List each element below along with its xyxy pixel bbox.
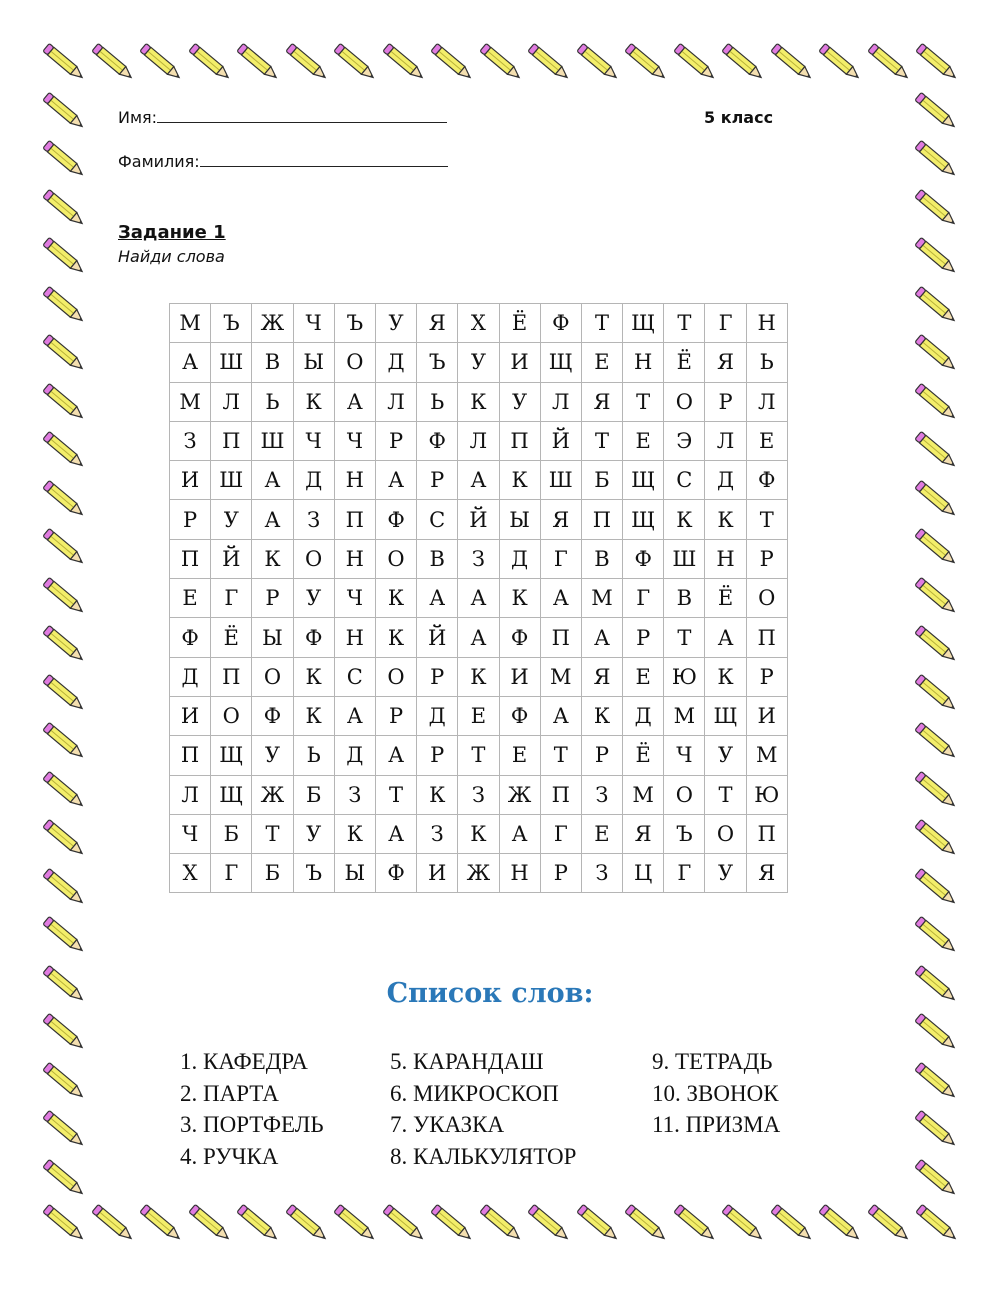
grid-cell[interactable]: Г <box>211 854 252 893</box>
grid-cell[interactable]: Ч <box>170 814 211 853</box>
grid-cell[interactable]: К <box>293 382 334 421</box>
grade-label: 5 класс <box>704 108 774 127</box>
grid-cell[interactable]: Ф <box>499 618 540 657</box>
grid-cell[interactable]: Ё <box>499 304 540 343</box>
grid-cell[interactable]: У <box>293 814 334 853</box>
grid-cell[interactable]: Ъ <box>664 814 705 853</box>
grid-row <box>170 696 788 735</box>
grid-cell[interactable]: З <box>293 500 334 539</box>
word-list-item: 1. КАФЕДРА <box>180 1049 308 1074</box>
grid-cell[interactable]: П <box>746 618 787 657</box>
grid-cell[interactable]: П <box>170 539 211 578</box>
grid-cell[interactable]: Н <box>499 854 540 893</box>
grid-cell[interactable]: Ф <box>746 461 787 500</box>
grid-cell[interactable]: Ь <box>746 343 787 382</box>
grid-cell[interactable]: П <box>540 775 581 814</box>
grid-cell[interactable]: О <box>293 539 334 578</box>
grid-cell[interactable]: У <box>211 500 252 539</box>
grid-cell[interactable]: Й <box>417 618 458 657</box>
grid-cell[interactable]: Ё <box>705 579 746 618</box>
grid-cell[interactable]: Т <box>375 775 416 814</box>
grid-cell[interactable]: О <box>705 814 746 853</box>
grid-cell[interactable]: И <box>499 657 540 696</box>
grid-cell[interactable]: М <box>170 382 211 421</box>
grid-cell[interactable]: Л <box>540 382 581 421</box>
grid-cell[interactable]: Щ <box>705 696 746 735</box>
grid-cell[interactable]: П <box>746 814 787 853</box>
grid-cell[interactable]: У <box>705 854 746 893</box>
grid-cell[interactable]: О <box>664 382 705 421</box>
surname-field[interactable] <box>118 152 448 171</box>
grid-row <box>170 775 788 814</box>
word-list-item: 2. ПАРТА <box>180 1080 279 1106</box>
word-search-grid[interactable] <box>169 303 788 893</box>
grid-cell[interactable]: Ш <box>252 421 293 460</box>
grid-cell[interactable]: К <box>458 657 499 696</box>
task-subtitle: Найди слова <box>118 247 225 266</box>
grid-cell[interactable]: К <box>499 579 540 618</box>
grid-cell[interactable]: Н <box>623 343 664 382</box>
surname-input-line[interactable] <box>200 152 448 167</box>
grid-cell[interactable]: Ж <box>252 775 293 814</box>
grid-cell[interactable]: Ы <box>334 854 375 893</box>
grid-cell[interactable]: С <box>334 657 375 696</box>
grid-cell[interactable]: Ъ <box>417 343 458 382</box>
grid-cell[interactable]: Ё <box>664 343 705 382</box>
grid-cell[interactable]: Л <box>458 421 499 460</box>
grid-cell[interactable]: Т <box>664 304 705 343</box>
grid-cell[interactable]: Ф <box>375 500 416 539</box>
grid-cell[interactable]: Ц <box>623 854 664 893</box>
grid-cell[interactable]: Н <box>705 539 746 578</box>
grid-cell[interactable]: З <box>417 814 458 853</box>
grid-cell[interactable]: Ч <box>334 579 375 618</box>
grid-cell[interactable]: О <box>334 343 375 382</box>
grid-cell[interactable]: Ш <box>211 461 252 500</box>
grid-cell[interactable]: Р <box>746 657 787 696</box>
grid-cell[interactable]: Ы <box>252 618 293 657</box>
grid-cell[interactable]: Р <box>375 421 416 460</box>
grid-cell[interactable]: Х <box>458 304 499 343</box>
grid-cell[interactable]: Е <box>499 736 540 775</box>
grid-row <box>170 461 788 500</box>
grid-row <box>170 854 788 893</box>
grid-cell[interactable]: Ь <box>417 382 458 421</box>
grid-cell[interactable]: Д <box>705 461 746 500</box>
grid-cell[interactable]: А <box>458 461 499 500</box>
grid-cell[interactable]: Ы <box>293 343 334 382</box>
grid-cell[interactable]: В <box>417 539 458 578</box>
grid-cell[interactable]: Й <box>458 500 499 539</box>
grid-cell[interactable]: Я <box>746 854 787 893</box>
grid-cell[interactable]: З <box>170 421 211 460</box>
grid-cell[interactable]: Я <box>581 382 622 421</box>
grid-cell[interactable]: Щ <box>623 461 664 500</box>
grid-cell[interactable]: П <box>540 618 581 657</box>
grid-cell[interactable]: Г <box>705 304 746 343</box>
grid-cell[interactable]: З <box>581 854 622 893</box>
word-list-column-2 <box>390 1046 576 1173</box>
grid-cell[interactable]: Д <box>623 696 664 735</box>
name-input-line[interactable] <box>157 108 447 123</box>
grid-cell[interactable]: К <box>334 814 375 853</box>
grid-cell[interactable]: Р <box>417 657 458 696</box>
grid-cell[interactable]: П <box>211 421 252 460</box>
grid-cell[interactable]: У <box>293 579 334 618</box>
grid-cell[interactable]: П <box>170 736 211 775</box>
grid-cell[interactable]: О <box>211 696 252 735</box>
grid-cell[interactable]: Щ <box>623 500 664 539</box>
grid-cell[interactable]: К <box>375 618 416 657</box>
grid-cell[interactable]: К <box>458 814 499 853</box>
word-list-item: 3. ПОРТФЕЛЬ <box>180 1112 324 1138</box>
grid-cell[interactable]: Ф <box>252 696 293 735</box>
grid-cell[interactable]: Р <box>705 382 746 421</box>
grid-cell[interactable]: К <box>499 461 540 500</box>
grid-cell[interactable]: Д <box>293 461 334 500</box>
grid-cell[interactable]: К <box>417 775 458 814</box>
grid-cell[interactable]: У <box>458 343 499 382</box>
grid-cell[interactable]: А <box>499 814 540 853</box>
word-list-column-3 <box>652 1046 780 1141</box>
grid-cell[interactable]: Г <box>623 579 664 618</box>
grid-cell[interactable]: К <box>705 657 746 696</box>
grid-cell[interactable]: А <box>417 579 458 618</box>
grid-cell[interactable]: Т <box>458 736 499 775</box>
grid-cell[interactable]: К <box>581 696 622 735</box>
word-list-item: 9. ТЕТРАДЬ <box>652 1049 773 1074</box>
grid-cell[interactable]: Г <box>664 854 705 893</box>
grid-cell[interactable]: В <box>664 579 705 618</box>
grid-cell[interactable]: В <box>252 343 293 382</box>
grid-cell[interactable]: Р <box>623 618 664 657</box>
grid-cell[interactable]: А <box>540 579 581 618</box>
grid-cell[interactable]: А <box>540 696 581 735</box>
grid-cell[interactable]: О <box>664 775 705 814</box>
grid-cell[interactable]: К <box>293 696 334 735</box>
grid-cell[interactable]: Б <box>293 775 334 814</box>
grid-cell[interactable]: У <box>375 304 416 343</box>
grid-cell[interactable]: Ъ <box>293 854 334 893</box>
grid-cell[interactable]: К <box>664 500 705 539</box>
grid-cell[interactable]: Ж <box>499 775 540 814</box>
grid-cell[interactable]: В <box>581 539 622 578</box>
word-list-item: 11. ПРИЗМА <box>652 1112 781 1138</box>
grid-cell[interactable]: С <box>417 500 458 539</box>
grid-cell[interactable]: У <box>499 382 540 421</box>
grid-cell[interactable]: Е <box>458 696 499 735</box>
grid-cell[interactable]: Т <box>664 618 705 657</box>
grid-cell[interactable]: И <box>417 854 458 893</box>
grid-cell[interactable]: Р <box>170 500 211 539</box>
task-title: Задание 1 <box>118 222 226 243</box>
grid-cell[interactable]: Ё <box>623 736 664 775</box>
grid-cell[interactable]: Й <box>540 421 581 460</box>
grid-cell[interactable]: Л <box>705 421 746 460</box>
grid-cell[interactable]: Л <box>746 382 787 421</box>
word-list-item: 7. УКАЗКА <box>390 1112 505 1138</box>
grid-row <box>170 382 788 421</box>
grid-cell[interactable]: Щ <box>211 736 252 775</box>
grid-cell[interactable]: И <box>170 461 211 500</box>
grid-cell[interactable]: Я <box>540 500 581 539</box>
grid-row <box>170 814 788 853</box>
grid-cell[interactable]: О <box>746 579 787 618</box>
grid-cell[interactable]: Ш <box>664 539 705 578</box>
word-list-title: Список слов: <box>386 978 594 1009</box>
grid-cell[interactable]: Ы <box>499 500 540 539</box>
grid-cell[interactable]: Ш <box>540 461 581 500</box>
grid-cell[interactable]: Д <box>375 343 416 382</box>
grid-cell[interactable]: О <box>252 657 293 696</box>
grid-cell[interactable]: И <box>746 696 787 735</box>
grid-cell[interactable]: А <box>252 500 293 539</box>
surname-label: Фамилия: <box>118 152 200 171</box>
grid-cell[interactable]: М <box>664 696 705 735</box>
grid-cell[interactable]: З <box>458 775 499 814</box>
grid-cell[interactable]: Ъ <box>334 304 375 343</box>
grid-cell[interactable]: Б <box>211 814 252 853</box>
grid-cell[interactable]: Я <box>705 343 746 382</box>
grid-cell[interactable]: Ж <box>252 304 293 343</box>
grid-cell[interactable]: Я <box>581 657 622 696</box>
grid-cell[interactable]: Р <box>581 736 622 775</box>
grid-cell[interactable]: Е <box>623 421 664 460</box>
grid-cell[interactable]: Е <box>746 421 787 460</box>
grid-row <box>170 304 788 343</box>
grid-row <box>170 343 788 382</box>
grid-cell[interactable]: А <box>334 696 375 735</box>
grid-row <box>170 579 788 618</box>
grid-cell[interactable]: Е <box>623 657 664 696</box>
grid-cell[interactable]: Н <box>334 539 375 578</box>
grid-cell[interactable]: Ю <box>746 775 787 814</box>
grid-cell[interactable]: П <box>211 657 252 696</box>
grid-cell[interactable]: Ч <box>293 421 334 460</box>
grid-cell[interactable]: Р <box>252 579 293 618</box>
grid-cell[interactable]: Ч <box>334 421 375 460</box>
word-list-column-1 <box>180 1046 324 1173</box>
grid-cell[interactable]: Р <box>375 696 416 735</box>
grid-cell[interactable]: М <box>581 579 622 618</box>
grid-cell[interactable]: Р <box>540 854 581 893</box>
grid-cell[interactable]: К <box>293 657 334 696</box>
grid-cell[interactable]: Н <box>334 461 375 500</box>
grid-cell[interactable]: П <box>581 500 622 539</box>
grid-cell[interactable]: Д <box>170 657 211 696</box>
grid-cell[interactable]: З <box>458 539 499 578</box>
grid-cell[interactable]: Д <box>499 539 540 578</box>
grid-cell[interactable]: А <box>334 382 375 421</box>
grid-cell[interactable]: Р <box>417 461 458 500</box>
grid-cell[interactable]: Д <box>334 736 375 775</box>
grid-cell[interactable]: Ф <box>375 854 416 893</box>
grid-cell[interactable]: Ч <box>293 304 334 343</box>
grid-cell[interactable]: Ж <box>458 854 499 893</box>
grid-cell[interactable]: А <box>458 579 499 618</box>
grid-cell[interactable]: Т <box>540 736 581 775</box>
grid-cell[interactable]: И <box>170 696 211 735</box>
grid-cell[interactable]: Й <box>211 539 252 578</box>
grid-cell[interactable]: М <box>746 736 787 775</box>
grid-cell[interactable]: Г <box>540 814 581 853</box>
grid-cell[interactable]: Е <box>170 579 211 618</box>
grid-cell[interactable]: А <box>705 618 746 657</box>
grid-cell[interactable]: Т <box>705 775 746 814</box>
grid-cell[interactable]: Щ <box>540 343 581 382</box>
grid-cell[interactable]: Л <box>211 382 252 421</box>
grid-cell[interactable]: З <box>334 775 375 814</box>
grid-cell[interactable]: Р <box>417 736 458 775</box>
grid-cell[interactable]: Я <box>417 304 458 343</box>
grid-cell[interactable]: А <box>581 618 622 657</box>
grid-cell[interactable]: Л <box>170 775 211 814</box>
grid-cell[interactable]: Т <box>581 421 622 460</box>
grid-cell[interactable]: К <box>375 579 416 618</box>
grid-cell[interactable]: Х <box>170 854 211 893</box>
grid-cell[interactable]: Г <box>540 539 581 578</box>
grid-cell[interactable]: Ф <box>540 304 581 343</box>
grid-cell[interactable]: Я <box>623 814 664 853</box>
word-list-item: 8. КАЛЬКУЛЯТОР <box>390 1144 577 1170</box>
grid-cell[interactable]: М <box>623 775 664 814</box>
grid-cell[interactable]: А <box>375 814 416 853</box>
grid-cell[interactable]: Т <box>623 382 664 421</box>
grid-cell[interactable]: Ч <box>664 736 705 775</box>
grid-cell[interactable]: Т <box>746 500 787 539</box>
grid-cell[interactable]: Ф <box>170 618 211 657</box>
grid-cell[interactable]: У <box>252 736 293 775</box>
name-field[interactable] <box>118 108 447 127</box>
word-list-item: 10. ЗВОНОК <box>652 1080 779 1106</box>
grid-row <box>170 500 788 539</box>
grid-row <box>170 539 788 578</box>
grid-cell[interactable]: Щ <box>211 775 252 814</box>
grid-cell[interactable]: Н <box>746 304 787 343</box>
grid-cell[interactable]: И <box>499 343 540 382</box>
grid-cell[interactable]: Е <box>581 343 622 382</box>
grid-cell[interactable]: О <box>375 539 416 578</box>
grid-cell[interactable]: Е <box>581 814 622 853</box>
grid-cell[interactable]: К <box>252 539 293 578</box>
grid-cell[interactable]: А <box>458 618 499 657</box>
grid-cell[interactable]: У <box>705 736 746 775</box>
grid-cell[interactable]: Ф <box>499 696 540 735</box>
grid-cell[interactable]: Ш <box>211 343 252 382</box>
grid-cell[interactable]: Л <box>375 382 416 421</box>
grid-row <box>170 618 788 657</box>
grid-cell[interactable]: Т <box>581 304 622 343</box>
grid-cell[interactable]: Р <box>746 539 787 578</box>
word-list-item: 4. РУЧКА <box>180 1144 279 1170</box>
grid-cell[interactable]: Б <box>581 461 622 500</box>
grid-cell[interactable]: А <box>170 343 211 382</box>
grid-row <box>170 736 788 775</box>
grid-cell[interactable]: О <box>375 657 416 696</box>
word-list-item: 5. КАРАНДАШ <box>390 1049 544 1074</box>
grid-cell[interactable]: А <box>375 736 416 775</box>
grid-cell[interactable]: Щ <box>623 304 664 343</box>
grid-cell[interactable]: П <box>499 421 540 460</box>
grid-cell[interactable]: Э <box>664 421 705 460</box>
grid-cell[interactable]: Г <box>211 579 252 618</box>
grid-row <box>170 657 788 696</box>
grid-cell[interactable]: Ь <box>293 736 334 775</box>
name-label: Имя: <box>118 108 158 127</box>
grid-cell[interactable]: Ъ <box>211 304 252 343</box>
grid-cell[interactable]: Б <box>252 854 293 893</box>
grid-cell[interactable]: С <box>664 461 705 500</box>
word-list-item: 6. МИКРОСКОП <box>390 1080 559 1106</box>
grid-cell[interactable]: К <box>458 382 499 421</box>
grid-cell[interactable]: Ь <box>252 382 293 421</box>
grid-row <box>170 421 788 460</box>
grid-cell[interactable]: Ю <box>664 657 705 696</box>
grid-cell[interactable]: М <box>170 304 211 343</box>
grid-cell[interactable]: Ё <box>211 618 252 657</box>
grid-cell[interactable]: Н <box>334 618 375 657</box>
grid-cell[interactable]: Д <box>417 696 458 735</box>
grid-cell[interactable]: Ф <box>417 421 458 460</box>
grid-cell[interactable]: З <box>581 775 622 814</box>
grid-cell[interactable]: А <box>375 461 416 500</box>
grid-cell[interactable]: А <box>252 461 293 500</box>
grid-cell[interactable]: П <box>334 500 375 539</box>
grid-cell[interactable]: Ф <box>623 539 664 578</box>
grid-cell[interactable]: М <box>540 657 581 696</box>
grid-cell[interactable]: Т <box>252 814 293 853</box>
grid-cell[interactable]: К <box>705 500 746 539</box>
grid-cell[interactable]: Ф <box>293 618 334 657</box>
